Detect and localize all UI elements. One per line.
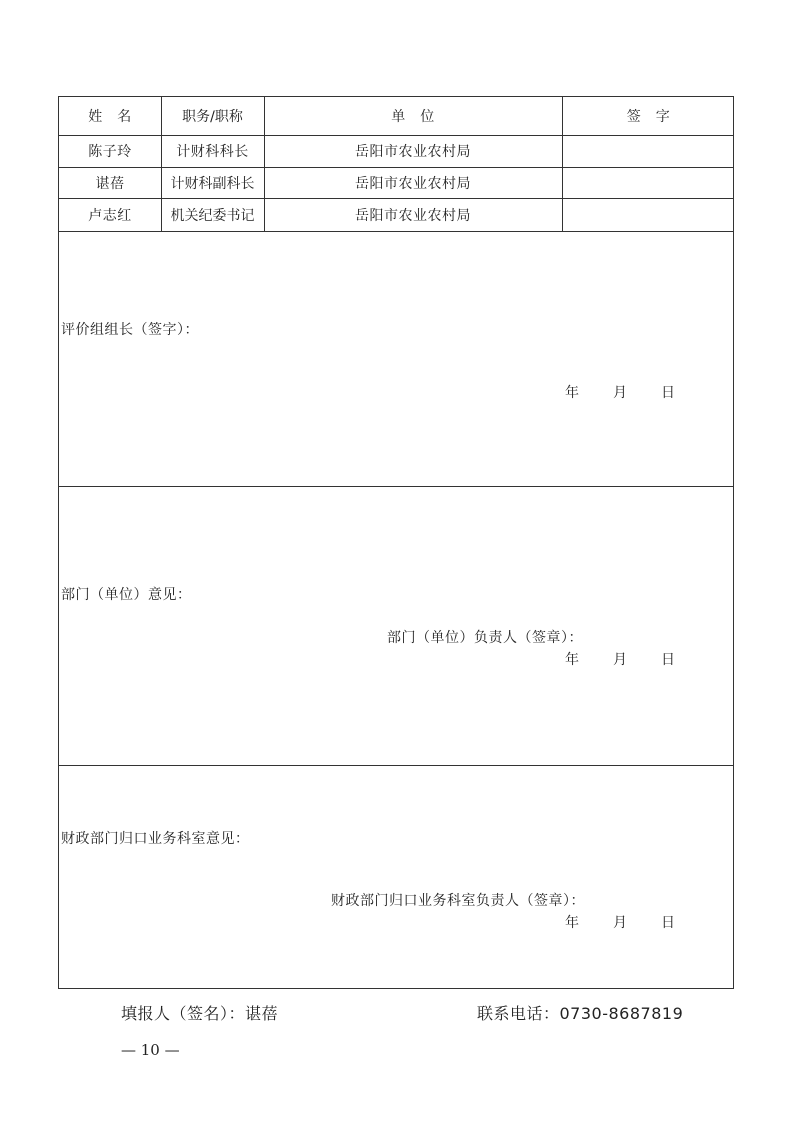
- header-title: 职务/职称: [182, 109, 243, 125]
- row-1-name: 陈子玲: [88, 144, 132, 160]
- section-divider: [59, 486, 733, 487]
- row-3-name: 卢志红: [88, 207, 132, 224]
- finance-date-year: 年: [565, 915, 579, 931]
- header-unit: 单 位: [391, 109, 435, 125]
- finance-date-day: 日: [661, 915, 675, 931]
- header-signature: 签 字: [626, 109, 671, 125]
- finance-opinion-label: 财政部门归口业务科室意见：: [61, 831, 250, 847]
- header-name: 姓 名: [88, 109, 132, 125]
- finance-head-signature-label: 财政部门归口业务科室负责人（签章）：: [331, 893, 585, 909]
- row-3-unit: 岳阳市农业农村局: [355, 207, 471, 224]
- leader-date: [565, 382, 685, 400]
- row-3-title: 机关纪委书记: [170, 207, 255, 224]
- leader-date-month: 月: [613, 385, 627, 401]
- row-2-name: 谌蓓: [95, 175, 125, 192]
- department-head-signature-label: 部门（单位）负责人（签章）：: [387, 630, 583, 646]
- row-3-signature-cell[interactable]: [562, 198, 735, 231]
- leader-date-day: 日: [661, 385, 675, 401]
- department-date: [565, 649, 685, 667]
- page-number: — 10 —: [121, 1041, 180, 1059]
- row-1-signature-cell[interactable]: [562, 135, 735, 167]
- row-1-unit: 岳阳市农业农村局: [355, 144, 471, 160]
- finance-date: [565, 912, 685, 930]
- filler-signature: 填报人（签名）：谌蓓: [121, 1004, 279, 1023]
- department-date-year: 年: [565, 652, 579, 668]
- row-2-title: 计财科副科长: [170, 175, 255, 192]
- row-1-title: 计财科科长: [176, 144, 249, 160]
- leader-date-year: 年: [565, 385, 579, 401]
- section-divider: [59, 765, 733, 766]
- leader-signature-label: 评价组组长（签字）：: [61, 322, 199, 338]
- row-2-unit: 岳阳市农业农村局: [355, 175, 471, 192]
- department-date-day: 日: [661, 652, 675, 668]
- department-opinion-label: 部门（单位）意见：: [61, 587, 192, 603]
- finance-date-month: 月: [613, 915, 627, 931]
- row-divider: [59, 231, 733, 232]
- contact-phone: 联系电话：0730-8687819: [477, 1004, 684, 1023]
- row-2-signature-cell[interactable]: [562, 167, 735, 198]
- evaluation-form-table: [58, 96, 734, 989]
- department-date-month: 月: [613, 652, 627, 668]
